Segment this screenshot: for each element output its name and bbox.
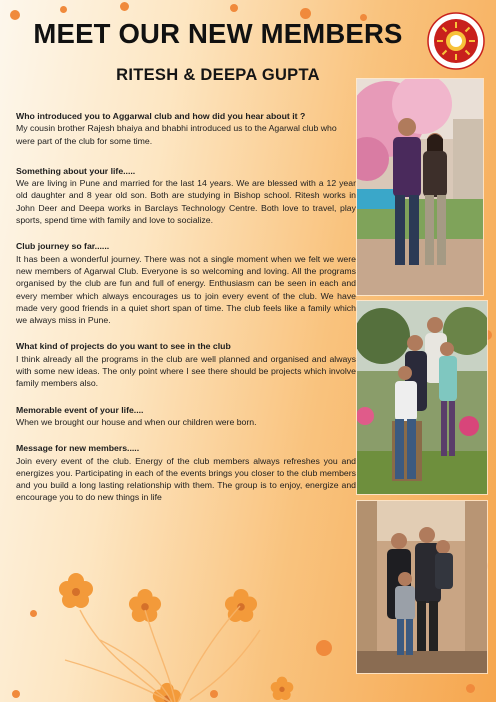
answer-text: Join every event of the club. Energy of the club members always refreshes you and energizes you. Participating in each of the events brings you closer to the club members and you build a long lasting relationship with them. The group is to enjoy, energize and encourage you to do new things in life xyxy=(16,455,356,503)
member-names: RITESH & DEEPA GUPTA xyxy=(116,66,320,84)
family-outdoor-photo xyxy=(356,300,488,495)
question-heading: Something about your life..... xyxy=(16,165,136,176)
question-heading: Message for new members..... xyxy=(16,443,140,454)
answer-text: I think already all the programs in the club are well planned and organised and always with some new ideas. The only point where I see there should be projects which involve family members also. xyxy=(16,353,356,389)
family-indoor-photo xyxy=(356,500,488,674)
page-title: MEET OUR NEW MEMBERS xyxy=(33,18,403,49)
decor-dot xyxy=(60,6,67,13)
question-heading: Who introduced you to Aggarwal club and how did you hear about it ? xyxy=(16,111,306,121)
decor-dot xyxy=(230,4,238,12)
flower-stems-decoration xyxy=(60,590,320,702)
decor-dot xyxy=(120,2,129,11)
decor-dot xyxy=(466,684,475,693)
answer-text: My cousin brother Rajesh bhaiya and bhabhi introduced us to the Agarwal club who were part of the club for some time. xyxy=(16,123,337,146)
interview-content xyxy=(16,110,356,504)
question-heading: What kind of projects do you want to see in the club xyxy=(16,341,231,352)
couple-photo xyxy=(356,78,484,296)
answer-text: We are living in Pune and married for the last 14 years. We are blessed with a 12 year old daughter and 8 year old son. Both are studying in Bishop school. Ritesh works in John Deer and Deepa works in Barclays Technology Centre. Both love to travel, play sports, spend time with family and love to socialize. xyxy=(16,178,356,226)
decor-dot xyxy=(30,610,37,617)
answer-text: When we brought our house and when our children were born. xyxy=(16,416,257,427)
question-heading: Memorable event of your life.... xyxy=(16,404,144,415)
club-logo-icon xyxy=(427,12,485,70)
answer-text: It has been a wonderful journey. There was not a single moment when we felt we were new members of Agarwal Club. Everyone is so welcoming and loving. All the programs organised by the club are fun and full of energy. Enthusiasm can be seen in each and every member which always encourages us to join every event of the club. We have made very good friends in a quiet short span of time. The club feels like a family which we always miss in Pune. xyxy=(16,253,356,326)
question-heading: Club journey so far...... xyxy=(16,241,110,252)
decor-dot xyxy=(12,690,20,698)
